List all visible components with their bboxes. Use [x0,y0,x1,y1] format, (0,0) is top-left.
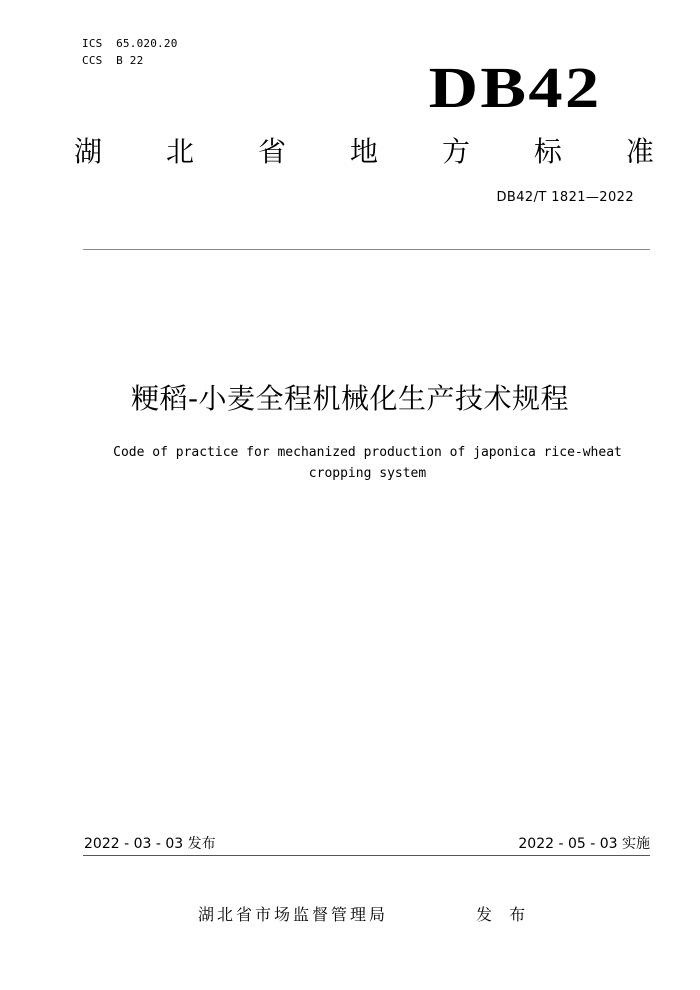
title-en-line-1: Code of practice for mechanized production of japonica rice-wheat [113,445,622,460]
standard-type-char: 北 [165,135,194,168]
standard-type-heading [74,134,654,170]
db42-logo: DB42 [429,55,602,120]
classification-codes [82,35,178,69]
publisher-name: 湖北省市场监督管理局 [198,905,389,924]
standard-number: DB42/T 1821—2022 [496,190,634,205]
ccs-code: CCS B 22 [82,54,144,67]
ics-code: ICS 65.020.20 [82,37,178,50]
document-title-en [90,442,645,484]
standard-type-char: 标 [533,135,562,168]
standard-type-char: 方 [441,135,470,168]
implementation-date: 2022 - 05 - 03 实施 [518,836,650,852]
standard-type-char: 省 [257,135,286,168]
top-divider [83,249,650,250]
standard-type-char: 湖 [74,135,103,168]
title-en-line-2: cropping system [308,466,427,481]
issue-date: 2022 - 03 - 03 发布 [84,836,216,852]
bottom-divider [83,855,650,856]
standard-type-char: 地 [349,135,378,168]
standard-type-char: 准 [625,135,654,168]
publish-label: 发 布 [476,905,532,924]
document-title-cn: 粳稻-小麦全程机械化生产技术规程 [130,382,570,415]
